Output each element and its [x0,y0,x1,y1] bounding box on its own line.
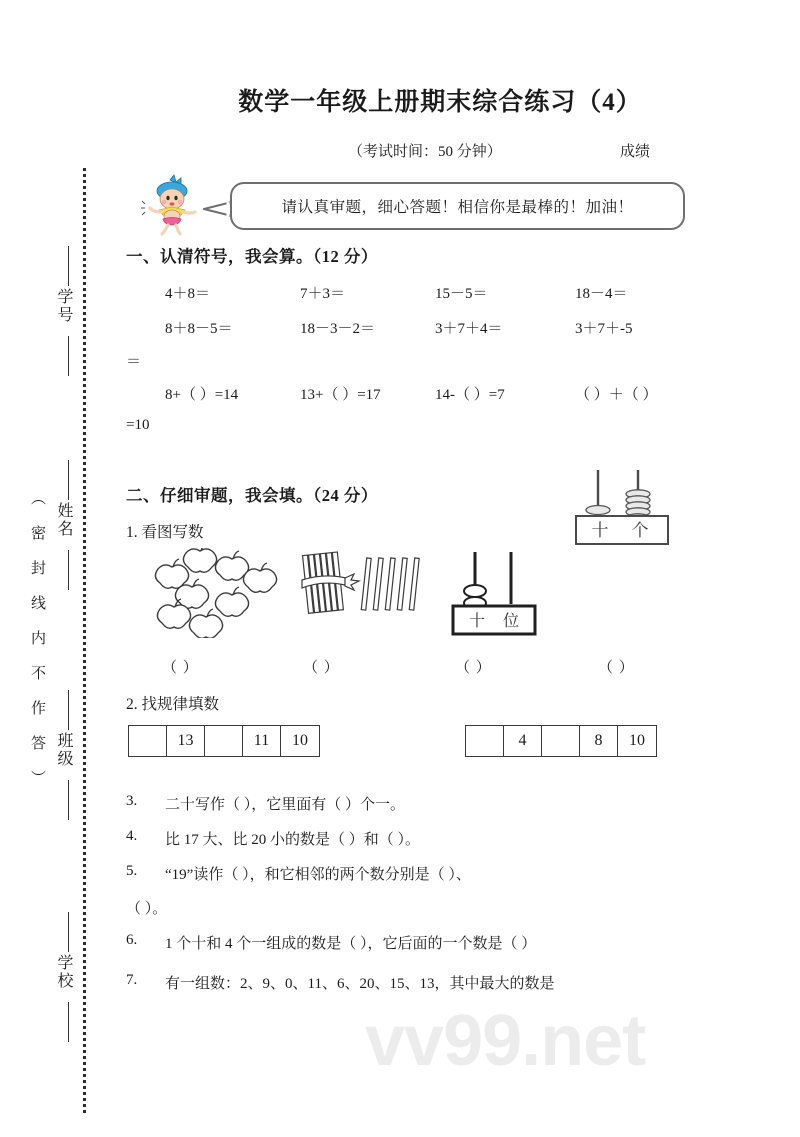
calc-item: 8＋8－5＝ [165,321,233,337]
seal-margin [0,0,120,1137]
seal-label-banji: 班级 [55,732,72,768]
calc-overflow-equals: ＝ [126,354,142,370]
seal-rule [68,1002,69,1042]
calc-row [120,383,800,405]
question-text: 有一组数：2、9、0、11、6、20、15、13，其中最大的数是 [165,976,555,992]
abacus-tens-ones [560,468,690,553]
calc-item: 3＋7＋-5 [575,321,633,337]
seal-rule [68,246,69,286]
question-2-label: 2. 找规律填数 [126,696,220,713]
calc-item: 8+（ ）=14 [165,387,239,403]
question-text: “19”读作（ ），和它相邻的两个数分别是（ ）、 [165,867,471,883]
exam-time-label: （考试时间：50 分钟） [348,144,502,160]
abacus-place-value [445,548,565,643]
question-number: 6. [126,932,138,948]
svg-text:位: 位 [502,613,520,630]
q1-answer-row [120,656,800,676]
strip-cell: 4 [504,726,542,756]
strip-cell[interactable] [129,726,167,756]
answer-blank[interactable]: （ ） [303,660,340,676]
question-number: 4. [126,828,138,844]
question-text: 1 个十和 4 个一组成的数是（ ），它后面的一个数是（ ） [165,936,537,952]
seal-rule [68,460,69,500]
calc-row [120,282,800,304]
question-number: 7. [126,972,138,988]
question-text: 二十写作（ ），它里面有（ ）个一。 [165,797,406,813]
section-two-heading: 二、仔细审题，我会填。（24 分） [126,486,378,505]
calc-item: 7＋3＝ [300,286,346,302]
score-label: 成绩 [620,144,651,160]
page-title: 数学一年级上册期末综合练习（4） [238,89,642,116]
strip-cell: 10 [292,732,308,749]
question-number: 3. [126,793,138,809]
sticks-group [290,548,430,633]
calc-item: （ ）＋（ ） [575,387,658,403]
calc-item: 18－3－2＝ [300,321,376,337]
number-strip-right [465,725,657,757]
speech-bubble-text: 请认真审题，细心答题！相信你是最棒的！加油！ [281,199,634,216]
answer-blank[interactable]: （ ） [455,660,492,676]
strip-cell: 11 [243,726,281,756]
seal-dotted-line [83,168,86,1113]
calc-item: 3＋7＋4＝ [435,321,503,337]
speech-bubble [230,182,685,230]
number-strip-left [128,725,320,757]
svg-text:十: 十 [591,521,609,540]
mascot-girl-icon [140,174,206,236]
calc-item: 18－4＝ [575,286,628,302]
calc-item: 14-（ ）=7 [435,387,505,403]
seal-text: （ 密 封 线 内 不 作 答 ） [29,490,45,787]
seal-rule [68,912,69,952]
question-text-continued: （ ）。 [126,901,168,917]
seal-label-xuexiao: 学校 [55,954,72,990]
answer-blank[interactable]: （ ） [162,660,199,676]
svg-text:个: 个 [631,521,649,540]
watermark: vv99.net [365,1001,646,1081]
answer-blank[interactable]: （ ） [598,660,635,676]
question-1-label: 1. 看图写数 [126,524,204,541]
seal-rule [68,336,69,376]
calc-item: 15－5＝ [435,286,488,302]
seal-label-xingming: 姓名 [55,502,72,538]
apples-group [150,548,280,643]
strip-cell: 8 [580,726,618,756]
calc-overflow-result: =10 [126,417,150,433]
seal-rule [68,550,69,590]
svg-text:十: 十 [468,613,486,630]
calc-row [120,317,800,339]
seal-rule [68,780,69,820]
question-number: 5. [126,863,138,879]
calc-item: 4＋8＝ [165,286,211,302]
strip-cell[interactable] [466,726,504,756]
strip-cell[interactable] [205,726,243,756]
strip-cell[interactable] [542,726,580,756]
strip-cell: 10 [629,732,645,749]
question-text: 比 17 大、比 20 小的数是（ ）和（ ）。 [165,832,421,848]
worksheet-page [120,0,800,1137]
section-one-heading: 一、认清符号，我会算。（12 分） [126,247,378,266]
strip-cell: 13 [167,726,205,756]
speech-bubble-tail [202,200,232,218]
calc-item: 13+（ ）=17 [300,387,381,403]
seal-label-xuehao: 学号 [55,288,72,324]
seal-rule [68,690,69,730]
